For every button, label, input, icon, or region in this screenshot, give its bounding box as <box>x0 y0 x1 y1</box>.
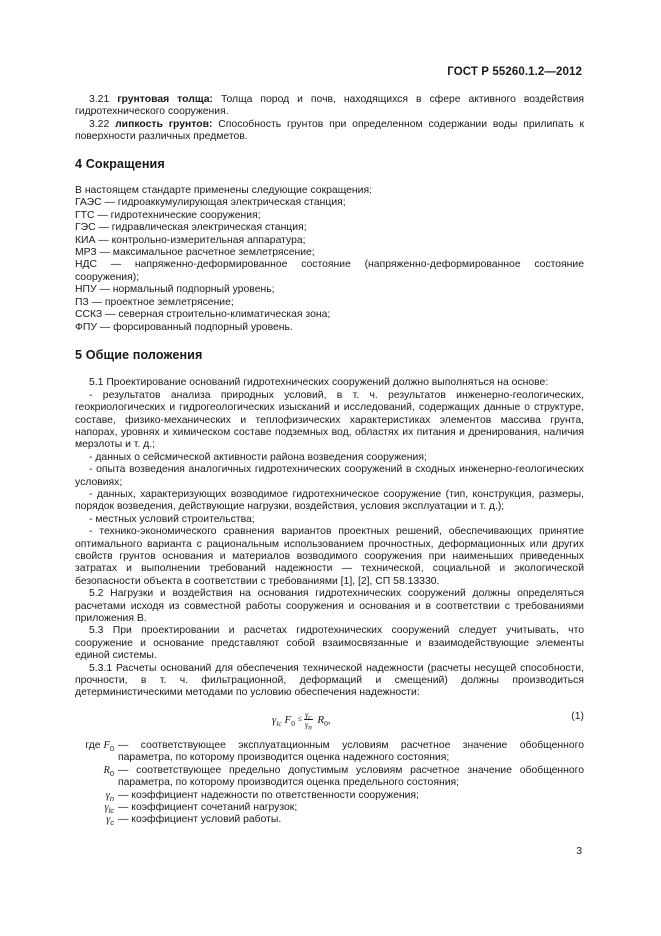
bullet-item: - местных условий строительства; <box>89 513 255 525</box>
paragraph-5-3: 5.3 При проектировании и расчетах гидротехнических сооружений следует учитывать, что сооружение и основание представляют собой взаимосвязанные и взаимодействующие элементы единой системы. <box>75 625 584 662</box>
abbreviation-item: ГТС — гидротехнические сооружения; <box>75 209 261 221</box>
abbreviation-item: ССКЗ — северная строительно-климатическая зона; <box>75 309 331 321</box>
abbreviation-item: МРЗ — максимальное расчетное землетрясение; <box>75 247 315 259</box>
bullet-item: - технико-экономического сравнения вариантов проектных решений, обеспечивающих принятие оптимального варианта с рациональным использованием прочностных, деформационных или других свойств грунтов основания и материалов возводимого сооружения при наименьших приведенных затратах и выполнении требований надежности — технической, социальной и экологической безопасности объекта в соответствии с требованиями [1], [2], СП 58.13330. <box>75 526 584 587</box>
reliability-formula <box>75 705 584 739</box>
abbreviations-list <box>75 185 584 334</box>
formula-definitions <box>75 740 584 827</box>
section-4-title: 4 Сокращения <box>75 156 165 171</box>
document-code-header: ГОСТ Р 55260.1.2—2012 <box>447 66 582 78</box>
abbreviation-item: ГЭС — гидравлическая электрическая станция; <box>75 222 307 234</box>
abbreviation-item: КИА — контрольно-измерительная аппаратура; <box>75 234 306 246</box>
paragraph-5-1: 5.1 Проектирование оснований гидротехнических сооружений должно выполняться на основе: <box>89 377 549 389</box>
page-body <box>75 94 584 827</box>
term-3-21: 3.21 грунтовая толща: Толща пород и почв, находящихся в сфере активного воздействия гидротехнического сооружения. <box>75 94 584 118</box>
bullet-item: - данных о сейсмической активности района возведения сооружения; <box>89 451 427 463</box>
abbreviations-intro: В настоящем стандарте применены следующие сокращения: <box>75 185 372 197</box>
abbreviation-item: ФПУ — форсированный подпорный уровень. <box>75 321 293 333</box>
definition-row: где $F_0$ — соответствующее эксплуатационным условиям расчетное значение обобщенного параметра, по которому производится оценка надежного состояния; <box>85 739 584 764</box>
bullet-item: - данных, характеризующих возводимое гидротехническое сооружение (тип, конструкция, размеры, порядок возведения, действующие нагрузки, воздействия, условия эксплуатации и т. д.); <box>75 488 584 513</box>
formula-expression: $\gamma_{lc}$ $F_0$ ≤ $\frac{\gamma_c}{\gamma_n}$ $R_0$, <box>272 709 331 732</box>
formula-number: (1) <box>571 710 584 722</box>
abbreviation-item: ГАЭС — гидроаккумулирующая электрическая станция; <box>75 197 346 209</box>
page-number: 3 <box>576 846 582 857</box>
definition-row: $\gamma_{lc}$ — коэффициент сочетаний нагрузок; <box>104 801 298 815</box>
abbreviation-item: НДС — напряженно-деформированное состояние (напряженно-деформированное состояние сооружения); <box>75 259 584 283</box>
abbreviation-item: ПЗ — проектное землетрясение; <box>75 296 234 308</box>
definition-row: $\gamma_c$ — коэффициент условий работы. <box>106 814 282 828</box>
paragraph-5-3-1: 5.3.1 Расчеты оснований для обеспечения технической надежности (расчеты несущей способности, прочности, в т. ч. фильтрационной, деформаций и смещений) должны производиться детерминистическими методами по условию обеспечения надежности: <box>75 662 584 699</box>
definition-row: $\gamma_n$ — коэффициент надежности по ответственности сооружения; <box>105 789 419 803</box>
bullet-item: - опыта возведения аналогичных гидротехнических сооружений в сходных инженерно-геологических условиях; <box>75 464 584 488</box>
abbreviation-item: НПУ — нормальный подпорный уровень; <box>75 284 275 296</box>
section-5-title: 5 Общие положения <box>75 347 203 362</box>
formula-fraction: $\frac{\gamma_c}{\gamma_n}$ <box>304 709 312 732</box>
definition-row: $R_0$ — соответствующее предельно допустимым условиям расчетное значение обобщенного параметра, по которому производится оценка предельного состояния; <box>103 764 584 789</box>
bullet-item: - результатов анализа природных условий, в т. ч. результатов инженерно-геологических, геокриологических и гидрогеологических изысканий и исследований, содержащих данные о структуре, составе, физико-механических и теплофизических характеристиках элементов массива грунта, напорах, уровнях и химическом составе подземных вод, областях их питания и дренирования, наличия мерзлоты и т. д.; <box>75 389 584 451</box>
paragraph-5-2: 5.2 Нагрузки и воздействия на основания гидротехнических сооружений должны определяться расчетами исходя из совместной работы сооружения и основания и в соответствии с требованиями приложения В. <box>75 588 584 625</box>
term-3-22: 3.22 липкость грунтов: Способность грунтов при определенном содержании воды прилипать к поверхности различных предметов. <box>75 118 585 143</box>
